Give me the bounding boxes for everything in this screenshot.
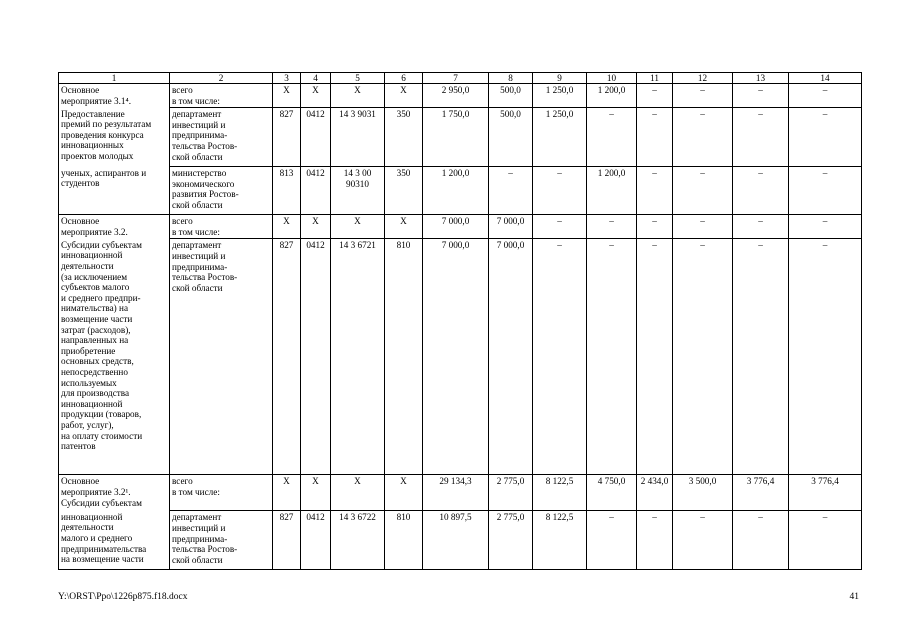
responsible-executor: департамент инвестиций и предпринима- тельства Ростов- ской области bbox=[170, 108, 273, 167]
cell-value: – bbox=[587, 215, 637, 239]
cell-value: 8 122,5 bbox=[533, 511, 587, 570]
cell-value: 7 000,0 bbox=[489, 215, 533, 239]
cell-value: – bbox=[789, 239, 862, 475]
cell-csr: Х bbox=[331, 84, 385, 108]
column-number: 7 bbox=[423, 73, 489, 84]
responsible-executor: всего в том числе: bbox=[170, 84, 273, 108]
cell-value: 3 500,0 bbox=[673, 475, 733, 511]
cell-total: 1 750,0 bbox=[423, 108, 489, 167]
activity-name: Предоставление премий по результатам проведения конкурса инновационных проектов молодых bbox=[59, 108, 170, 167]
column-number: 5 bbox=[331, 73, 385, 84]
cell-value: – bbox=[789, 215, 862, 239]
table-row bbox=[59, 84, 862, 108]
table-row bbox=[59, 167, 862, 215]
cell-vr: Х bbox=[385, 84, 423, 108]
cell-vr: 350 bbox=[385, 108, 423, 167]
column-number: 11 bbox=[637, 73, 673, 84]
column-number-row bbox=[59, 73, 862, 84]
cell-rzpr: Х bbox=[301, 84, 331, 108]
cell-value: – bbox=[733, 239, 789, 475]
cell-grbs: 827 bbox=[273, 511, 301, 570]
cell-csr: 14 3 00 90310 bbox=[331, 167, 385, 215]
column-number: 14 bbox=[789, 73, 862, 84]
cell-grbs: 827 bbox=[273, 108, 301, 167]
cell-value: 4 750,0 bbox=[587, 475, 637, 511]
cell-total: 7 000,0 bbox=[423, 215, 489, 239]
cell-grbs: Х bbox=[273, 215, 301, 239]
cell-total: 10 897,5 bbox=[423, 511, 489, 570]
column-number: 2 bbox=[170, 73, 273, 84]
cell-rzpr: 0412 bbox=[301, 239, 331, 475]
responsible-executor: департамент инвестиций и предпринима- тельства Ростов- ской области bbox=[170, 239, 273, 475]
cell-value: – bbox=[637, 108, 673, 167]
cell-value: 8 122,5 bbox=[533, 475, 587, 511]
column-number: 6 bbox=[385, 73, 423, 84]
activity-name: Основное мероприятие 3.2¹. Субсидии субъектам bbox=[59, 475, 170, 511]
cell-value: 1 250,0 bbox=[533, 84, 587, 108]
cell-value: – bbox=[587, 239, 637, 475]
cell-total: 7 000,0 bbox=[423, 239, 489, 475]
cell-value: – bbox=[587, 511, 637, 570]
cell-rzpr: Х bbox=[301, 475, 331, 511]
cell-value: – bbox=[673, 108, 733, 167]
cell-rzpr: Х bbox=[301, 215, 331, 239]
cell-value: – bbox=[533, 215, 587, 239]
column-number: 9 bbox=[533, 73, 587, 84]
cell-value: – bbox=[673, 511, 733, 570]
cell-csr: 14 3 9031 bbox=[331, 108, 385, 167]
activity-name: Основное мероприятие 3.1⁴. bbox=[59, 84, 170, 108]
responsible-executor: всего в том числе: bbox=[170, 215, 273, 239]
cell-vr: 810 bbox=[385, 239, 423, 475]
cell-value: 2 775,0 bbox=[489, 475, 533, 511]
column-number: 1 bbox=[59, 73, 170, 84]
cell-value: – bbox=[673, 167, 733, 215]
cell-value: – bbox=[733, 84, 789, 108]
cell-total: 2 950,0 bbox=[423, 84, 489, 108]
cell-value: – bbox=[533, 239, 587, 475]
cell-value: 500,0 bbox=[489, 108, 533, 167]
cell-value: – bbox=[587, 108, 637, 167]
cell-value: – bbox=[789, 84, 862, 108]
activity-name: Основное мероприятие 3.2. bbox=[59, 215, 170, 239]
cell-grbs: Х bbox=[273, 475, 301, 511]
responsible-executor: министерство экономического развития Ростов- ской области bbox=[170, 167, 273, 215]
cell-value: – bbox=[673, 215, 733, 239]
activity-name: Субсидии субъектам инновационной деятельности (за исключением субъектов малого и среднего предпри- нимательства) на возмещение части затрат (расходов), направленных на приобретение основных средств, непосредственно используемых для производства инновационной продукции (товаров, работ, услуг), на оплату стоимости патентов bbox=[59, 239, 170, 475]
activity-name: инновационной деятельности малого и среднего предпринимательства на возмещение части bbox=[59, 511, 170, 570]
cell-value: – bbox=[733, 167, 789, 215]
table-row bbox=[59, 215, 862, 239]
cell-value: 1 200,0 bbox=[587, 84, 637, 108]
cell-value: – bbox=[489, 167, 533, 215]
cell-vr: Х bbox=[385, 215, 423, 239]
cell-rzpr: 0412 bbox=[301, 108, 331, 167]
cell-value: – bbox=[733, 215, 789, 239]
responsible-executor: департамент инвестиций и предпринима- тельства Ростов- ской области bbox=[170, 511, 273, 570]
cell-value: – bbox=[789, 167, 862, 215]
footer-file-path: Y:\ORST\Ppo\1226p875.f18.docx bbox=[58, 592, 188, 602]
cell-value: – bbox=[637, 511, 673, 570]
cell-csr: Х bbox=[331, 215, 385, 239]
table-row bbox=[59, 239, 862, 475]
cell-grbs: 813 bbox=[273, 167, 301, 215]
cell-value: 3 776,4 bbox=[733, 475, 789, 511]
column-number: 10 bbox=[587, 73, 637, 84]
cell-grbs: Х bbox=[273, 84, 301, 108]
cell-value: – bbox=[673, 84, 733, 108]
cell-total: 1 200,0 bbox=[423, 167, 489, 215]
table-row bbox=[59, 511, 862, 570]
cell-value: – bbox=[673, 239, 733, 475]
table-row bbox=[59, 475, 862, 511]
cell-value: – bbox=[789, 511, 862, 570]
cell-value: 7 000,0 bbox=[489, 239, 533, 475]
activity-name: ученых, аспирантов и студентов bbox=[59, 167, 170, 215]
column-number: 13 bbox=[733, 73, 789, 84]
cell-csr: Х bbox=[331, 475, 385, 511]
column-number: 4 bbox=[301, 73, 331, 84]
cell-value: 3 776,4 bbox=[789, 475, 862, 511]
cell-csr: 14 3 6722 bbox=[331, 511, 385, 570]
cell-value: – bbox=[733, 511, 789, 570]
responsible-executor: всего в том числе: bbox=[170, 475, 273, 511]
cell-csr: 14 3 6721 bbox=[331, 239, 385, 475]
cell-rzpr: 0412 bbox=[301, 511, 331, 570]
cell-value: 1 250,0 bbox=[533, 108, 587, 167]
cell-value: – bbox=[533, 167, 587, 215]
budget-table bbox=[58, 72, 862, 570]
cell-value: – bbox=[637, 215, 673, 239]
cell-value: – bbox=[637, 239, 673, 475]
column-number: 12 bbox=[673, 73, 733, 84]
cell-value: – bbox=[637, 84, 673, 108]
cell-value: 500,0 bbox=[489, 84, 533, 108]
cell-value: – bbox=[789, 108, 862, 167]
cell-vr: 810 bbox=[385, 511, 423, 570]
cell-value: – bbox=[637, 167, 673, 215]
column-number: 3 bbox=[273, 73, 301, 84]
cell-total: 29 134,3 bbox=[423, 475, 489, 511]
cell-value: – bbox=[733, 108, 789, 167]
table-row bbox=[59, 108, 862, 167]
cell-grbs: 827 bbox=[273, 239, 301, 475]
cell-vr: Х bbox=[385, 475, 423, 511]
page-number: 41 bbox=[849, 592, 859, 602]
cell-value: 2 775,0 bbox=[489, 511, 533, 570]
cell-vr: 350 bbox=[385, 167, 423, 215]
column-number: 8 bbox=[489, 73, 533, 84]
cell-value: 1 200,0 bbox=[587, 167, 637, 215]
cell-value: 2 434,0 bbox=[637, 475, 673, 511]
cell-rzpr: 0412 bbox=[301, 167, 331, 215]
